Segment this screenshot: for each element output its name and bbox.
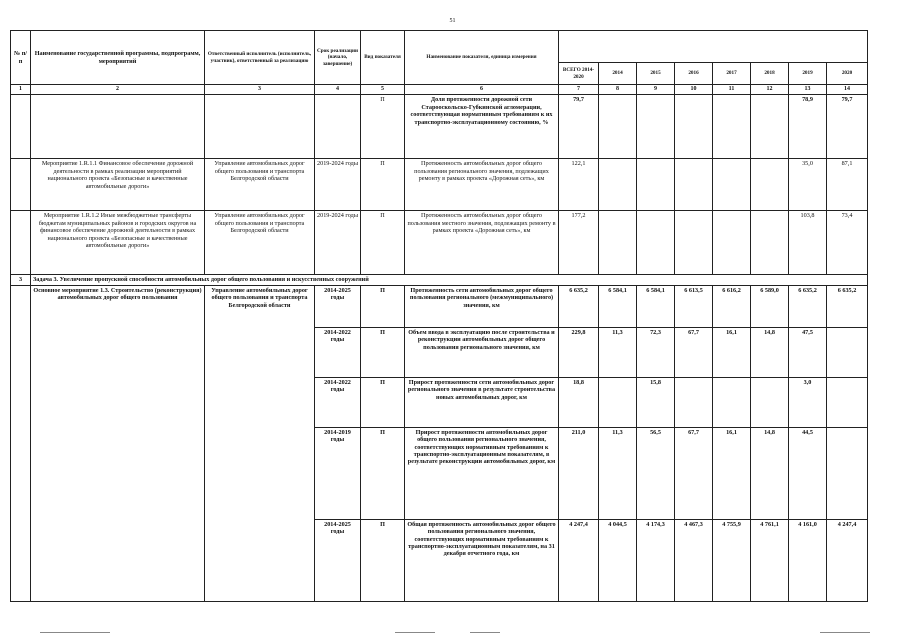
cell-indicator: Общая протяженность автомобильных дорог общего пользования регионального значения, соответствующих нормативным требованиям к транспортно-эксплуатационным показателям, на 31 декабря отчетного года, км (405, 519, 559, 601)
cell-kind: П (361, 159, 405, 211)
col-number: 5 (361, 85, 405, 95)
cell-value: 87,1 (827, 159, 868, 211)
cell-name (31, 95, 205, 159)
cell-responsible: Управление автомобильных дорог общего пользования и транспорта Белгородской области (205, 159, 315, 211)
section-title: Задача 3. Увеличение пропускной способности автомобильных дорог общего пользования и искусственных сооружений (31, 275, 868, 285)
cell-value: 6 635,2 (827, 285, 868, 327)
cell-value: 6 613,5 (675, 285, 713, 327)
header-year: 2014 (599, 63, 637, 85)
cell-value: 211,0 (559, 427, 599, 519)
cell-no (11, 159, 31, 211)
cell-value: 4 247,4 (827, 519, 868, 601)
col-number: 12 (751, 85, 789, 95)
cell-term: 2019-2024 годы (315, 159, 361, 211)
cell-term: 2014-2022 годы (315, 377, 361, 427)
cell-value: 11,3 (599, 327, 637, 377)
col-number: 9 (637, 85, 675, 95)
header-kind: Вид показателя (361, 31, 405, 85)
header-term: Срок реализации (начало, завершение) (315, 31, 361, 85)
col-number: 2 (31, 85, 205, 95)
cell-term: 2014-2025 годы (315, 285, 361, 327)
header-total: ВСЕГО 2014-2020 (559, 63, 599, 85)
cell-kind: П (361, 95, 405, 159)
cell-kind: П (361, 427, 405, 519)
cell-value (713, 211, 751, 275)
cell-value (751, 211, 789, 275)
section-number: 3 (11, 275, 31, 285)
cell-value (637, 211, 675, 275)
cell-value: 78,9 (789, 95, 827, 159)
cell-value (827, 427, 868, 519)
cell-value (637, 159, 675, 211)
scan-artifact-line (40, 632, 110, 633)
cell-value: 3,0 (789, 377, 827, 427)
table-row (11, 95, 868, 159)
cell-value: 4 247,4 (559, 519, 599, 601)
section-row (11, 275, 868, 285)
cell-value: 16,1 (713, 327, 751, 377)
col-number: 4 (315, 85, 361, 95)
table-row (11, 211, 868, 275)
cell-value (599, 159, 637, 211)
cell-value: 6 584,1 (599, 285, 637, 327)
indicators-table (10, 30, 868, 602)
col-number: 11 (713, 85, 751, 95)
cell-no (11, 285, 31, 601)
header-indicator: Наименование показателя, единица измерения (405, 31, 559, 85)
cell-value: 6 635,2 (789, 285, 827, 327)
table-row (11, 285, 868, 327)
cell-value: 35,0 (789, 159, 827, 211)
header-values-group (559, 31, 868, 63)
cell-name: Мероприятие 1.R.1.1 Финансовое обеспечение дорожной деятельности в рамках реализации мероприятий национального проекта «Безопасные и качественные автомобильные дороги» (31, 159, 205, 211)
scan-artifact-line (820, 632, 870, 633)
cell-value: 4 761,1 (751, 519, 789, 601)
cell-value (637, 95, 675, 159)
header-responsible: Ответственный исполнитель (исполнитель, участник), ответственный за реализацию (205, 31, 315, 85)
cell-no (11, 95, 31, 159)
cell-term (315, 95, 361, 159)
cell-value: 44,5 (789, 427, 827, 519)
cell-value: 79,7 (559, 95, 599, 159)
cell-value (713, 95, 751, 159)
header-year: 2019 (789, 63, 827, 85)
col-number: 8 (599, 85, 637, 95)
cell-value: 4 161,0 (789, 519, 827, 601)
cell-value: 6 584,1 (637, 285, 675, 327)
header-year: 2020 (827, 63, 868, 85)
cell-value: 47,5 (789, 327, 827, 377)
scan-artifact-line (470, 632, 500, 633)
cell-name: Мероприятие 1.R.1.2 Иные межбюджетные трансферты бюджетам муниципальных районов и городских округов на финансовое обеспечение дорожной деятельности в рамках национального проекта «Безопасные и качественные автомобильные дороги» (31, 211, 205, 275)
cell-value: 79,7 (827, 95, 868, 159)
cell-indicator: Протяженность сети автомобильных дорог общего пользования регионального (межмуниципального) значения, км (405, 285, 559, 327)
cell-value (751, 159, 789, 211)
cell-value (751, 377, 789, 427)
cell-kind: П (361, 285, 405, 327)
cell-responsible (205, 95, 315, 159)
cell-indicator: Протяженность автомобильных дорог общего пользования регионального значения, подлежащих ремонту в рамках проекта «Дорожная сеть», км (405, 159, 559, 211)
cell-indicator: Протяженность автомобильных дорог общего пользования местного значения, подлежащих ремонту в рамках проекта «Дорожная сеть», км (405, 211, 559, 275)
header-year: 2016 (675, 63, 713, 85)
cell-value: 122,1 (559, 159, 599, 211)
cell-value (827, 327, 868, 377)
col-number: 13 (789, 85, 827, 95)
cell-value: 177,2 (559, 211, 599, 275)
cell-value: 56,5 (637, 427, 675, 519)
cell-kind: П (361, 519, 405, 601)
cell-value: 11,3 (599, 427, 637, 519)
col-number: 10 (675, 85, 713, 95)
header-name: Наименование государственной программы, подпрограмм, мероприятий (31, 31, 205, 85)
cell-value: 67,7 (675, 427, 713, 519)
cell-kind: П (361, 327, 405, 377)
cell-value: 103,8 (789, 211, 827, 275)
cell-value: 67,7 (675, 327, 713, 377)
col-number: 7 (559, 85, 599, 95)
cell-term: 2014-2025 годы (315, 519, 361, 601)
cell-indicator: Объем ввода в эксплуатацию после строительства и реконструкции автомобильных дорог общего пользования регионального значения, км (405, 327, 559, 377)
cell-value (675, 377, 713, 427)
cell-no (11, 211, 31, 275)
cell-value (713, 377, 751, 427)
header-year: 2015 (637, 63, 675, 85)
cell-term: 2014-2019 годы (315, 427, 361, 519)
cell-value: 15,8 (637, 377, 675, 427)
cell-term: 2014-2022 годы (315, 327, 361, 377)
header-no: № п/п (11, 31, 31, 85)
cell-term: 2019-2024 годы (315, 211, 361, 275)
cell-value: 6 589,0 (751, 285, 789, 327)
cell-value (827, 377, 868, 427)
cell-value: 16,1 (713, 427, 751, 519)
col-number: 6 (405, 85, 559, 95)
page-number: 51 (449, 18, 456, 24)
scan-artifact-line (395, 632, 435, 633)
cell-responsible: Управление автомобильных дорог общего пользования и транспорта Белгородской области (205, 285, 315, 601)
cell-indicator: Прирост протяженности сети автомобильных дорог регионального значения в результате строительства новых автомобильных дорог, км (405, 377, 559, 427)
cell-value: 4 755,9 (713, 519, 751, 601)
cell-indicator: Прирост протяженности автомобильных дорог общего пользования регионального значения, соответствующих нормативным требованиям к транспортно-эксплуатационным показателям, в результате реконструкции автомобильных дорог, км (405, 427, 559, 519)
cell-value (675, 211, 713, 275)
col-number: 3 (205, 85, 315, 95)
cell-value (751, 95, 789, 159)
cell-name: Основное мероприятие 1.3. Строительство (реконструкция) автомобильных дорог общего пользования (31, 285, 205, 601)
cell-kind: П (361, 211, 405, 275)
cell-value (675, 159, 713, 211)
cell-value: 6 635,2 (559, 285, 599, 327)
cell-value: 229,8 (559, 327, 599, 377)
cell-value: 6 616,2 (713, 285, 751, 327)
cell-value: 4 174,3 (637, 519, 675, 601)
cell-value (599, 211, 637, 275)
cell-value: 14,8 (751, 327, 789, 377)
cell-value: 72,3 (637, 327, 675, 377)
cell-indicator: Доля протяженности дорожной сети Старооскольско-Губкинской агломерации, соответствующая нормативным требованиям к их транспортно-эксплуатационному состоянию, % (405, 95, 559, 159)
table-row (11, 159, 868, 211)
cell-responsible: Управление автомобильных дорог общего пользования и транспорта Белгородской области (205, 211, 315, 275)
cell-value (713, 159, 751, 211)
cell-value: 73,4 (827, 211, 868, 275)
cell-value: 18,8 (559, 377, 599, 427)
cell-value: 14,8 (751, 427, 789, 519)
col-number: 1 (11, 85, 31, 95)
cell-value (675, 95, 713, 159)
cell-value: 4 467,3 (675, 519, 713, 601)
cell-value (599, 377, 637, 427)
cell-value (599, 95, 637, 159)
header-year: 2017 (713, 63, 751, 85)
header-year: 2018 (751, 63, 789, 85)
cell-value: 4 044,5 (599, 519, 637, 601)
cell-kind: П (361, 377, 405, 427)
col-number: 14 (827, 85, 868, 95)
